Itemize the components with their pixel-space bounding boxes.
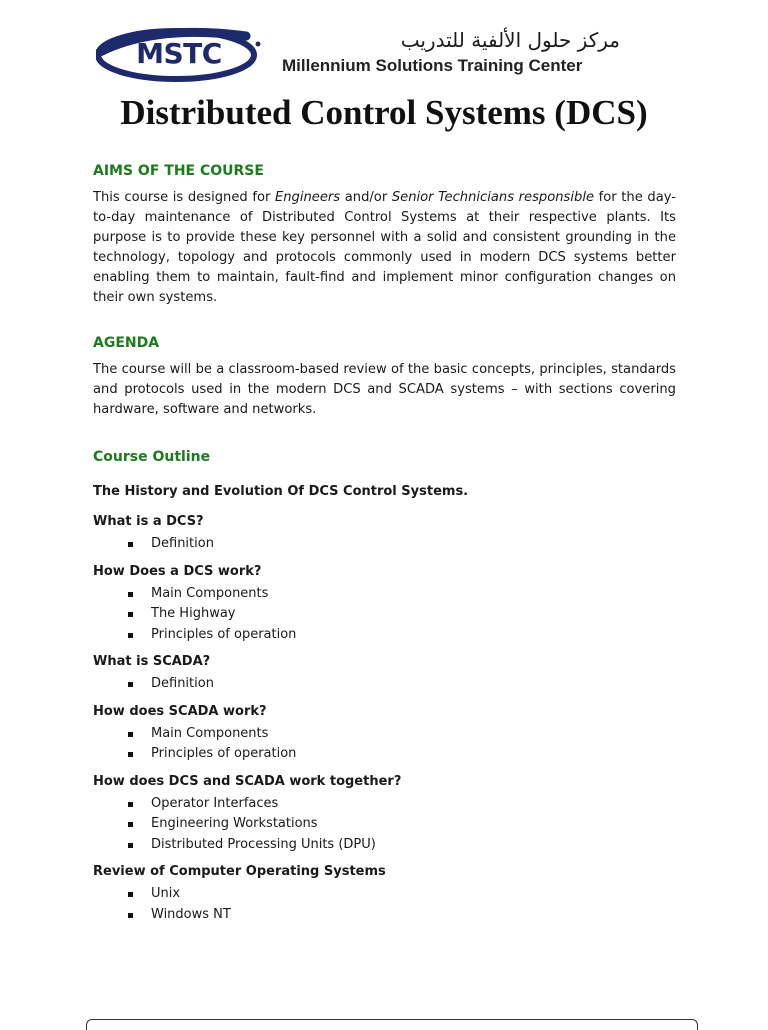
outline-section-title: How Does a DCS work?: [93, 563, 262, 579]
course-outline-heading: Course Outline: [93, 449, 211, 465]
list-item: Principles of operation: [128, 625, 676, 646]
list-item: Definition: [128, 674, 676, 695]
list-item: Operator Interfaces: [128, 794, 676, 815]
list-item: Unix: [128, 884, 676, 905]
org-name: Millennium Solutions Training Center: [282, 56, 583, 75]
outline-list: [93, 674, 676, 695]
page-title: Distributed Control Systems (DCS): [120, 93, 648, 132]
outline-intro: The History and Evolution Of DCS Control Systems.: [93, 484, 469, 499]
list-item: Definition: [128, 534, 676, 555]
outline-section: [93, 562, 676, 646]
outline-list: [93, 884, 676, 925]
outline-list: [93, 794, 676, 856]
outline-section-title: What is SCADA?: [93, 654, 211, 669]
list-item: Principles of operation: [128, 744, 676, 765]
list-item: Main Components: [128, 724, 676, 745]
list-item: Windows NT: [128, 905, 676, 926]
outline-section: [93, 862, 676, 925]
document-body: [93, 160, 676, 925]
outline-section-title: How does DCS and SCADA work together?: [93, 773, 402, 789]
aims-em-technicians: Senior Technicians responsible: [391, 190, 595, 205]
list-item: Engineering Workstations: [128, 814, 676, 835]
footer-border: [86, 1019, 698, 1030]
outline-section-title: Review of Computer Operating Systems: [93, 864, 386, 879]
aims-em-engineers: Engineers: [274, 190, 341, 205]
outline-section-title: How does SCADA work?: [93, 703, 267, 719]
outline-section: [93, 702, 676, 765]
outline-section: [93, 652, 676, 695]
arabic-org-name: مركز حلول الألفية للتدريب: [400, 28, 620, 52]
agenda-paragraph: The course will be a classroom-based review of the basic concepts, principles, standards and protocols used in the modern DCS and SCADA systems – with sections covering hardware, software and networks.: [93, 362, 676, 417]
outline-list: [93, 534, 676, 555]
list-item: The Highway: [128, 604, 676, 625]
list-item: Main Components: [128, 584, 676, 605]
aims-text-1: This course is designed for: [93, 190, 275, 205]
page-header: [96, 24, 626, 84]
outline-list: [93, 724, 676, 765]
aims-heading: AIMS OF THE COURSE: [93, 163, 264, 179]
outline-section: [93, 512, 676, 555]
aims-paragraph: [93, 188, 676, 308]
aims-text-2: and/or: [340, 190, 392, 205]
logo-text: MSTC: [136, 37, 222, 70]
aims-text-3: for the day-to-day maintenance of Distributed Control Systems at their respective plants. Its purpose is to provide these key personnel with a solid and consistent grounding in the technology, topology and protocols commonly used in modern DCS systems better enabling them to maintain, fault-find and implement minor configuration changes on their own systems.: [93, 190, 676, 305]
outline-section: [93, 772, 676, 856]
agenda-heading: AGENDA: [93, 335, 160, 351]
outline-section-title: What is a DCS?: [93, 514, 204, 529]
list-item: Distributed Processing Units (DPU): [128, 835, 676, 856]
outline-list: [93, 584, 676, 646]
